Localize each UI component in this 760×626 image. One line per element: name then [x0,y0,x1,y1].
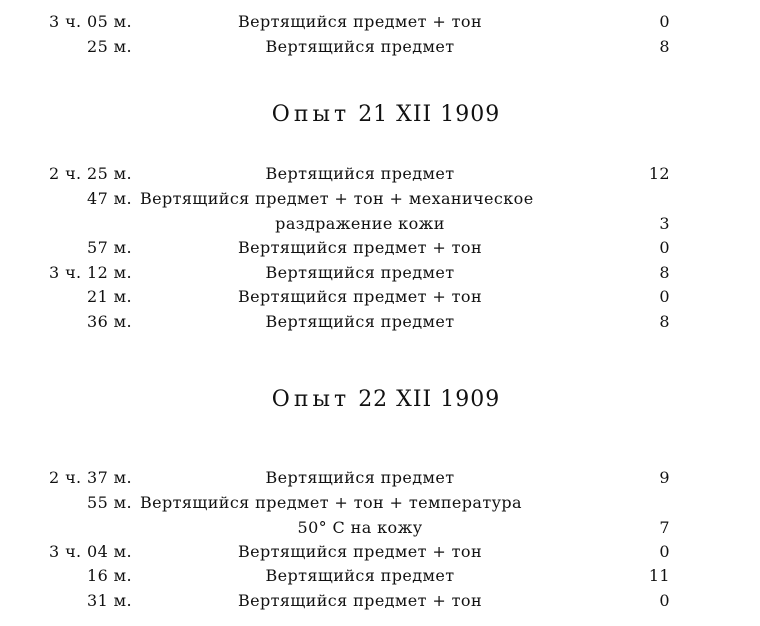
table-row [0,310,760,334]
row-time: 31 м. [87,591,132,610]
row-time: 2 ч. 37 м. [49,468,132,487]
heading-date: 21 XII 1909 [358,102,501,127]
row-time: 3 ч. 12 м. [49,263,132,282]
table-row [0,10,760,34]
row-time: 16 м. [87,566,132,585]
row-description: 50° С на кожу [297,518,423,537]
row-description: Вертящийся предмет + тон + температура [140,493,522,512]
row-value: 0 [659,591,670,610]
row-time: 47 м. [87,189,132,208]
table-row [0,35,760,59]
row-description: Вертящийся предмет + тон [237,238,483,257]
table-row [0,466,760,490]
row-value: 8 [659,263,670,282]
row-time: 3 ч. 04 м. [49,542,132,561]
row-value: 0 [659,238,670,257]
row-value: 3 [659,214,670,233]
table-row [0,589,760,613]
table-row [0,261,760,285]
table-row [0,212,760,236]
row-value: 0 [659,12,670,31]
row-value: 7 [659,518,670,537]
row-value: 8 [659,37,670,56]
row-description: раздражение кожи [275,214,445,233]
row-description: Вертящийся предмет + тон + механическое [140,189,534,208]
table-row [0,491,760,515]
table-row [0,285,760,309]
row-time: 55 м. [87,493,132,512]
table-row [0,516,760,540]
row-value: 8 [659,312,670,331]
row-description: Вертящийся предмет [265,566,455,585]
row-description: Вертящийся предмет [265,164,455,183]
experiment-heading [0,385,760,415]
table-row [0,187,760,211]
row-description: Вертящийся предмет + тон [237,542,483,561]
heading-word: Опыт [271,102,351,127]
row-description: Вертящийся предмет [265,468,455,487]
row-description: Вертящийся предмет + тон [237,12,483,31]
row-value: 12 [648,164,670,183]
row-description: Вертящийся предмет [265,312,455,331]
table-row [0,540,760,564]
experiment-heading [0,100,760,130]
row-time: 25 м. [87,37,132,56]
heading-date: 22 XII 1909 [358,387,501,412]
row-description: Вертящийся предмет + тон [237,591,483,610]
row-description: Вертящийся предмет + тон [237,287,483,306]
row-time: 36 м. [87,312,132,331]
heading-word: Опыт [271,387,351,412]
row-time: 2 ч. 25 м. [49,164,132,183]
row-time: 3 ч. 05 м. [49,12,132,31]
row-value: 9 [659,468,670,487]
table-row [0,162,760,186]
row-value: 0 [659,287,670,306]
table-row [0,564,760,588]
row-value: 11 [648,566,670,585]
row-description: Вертящийся предмет [265,37,455,56]
table-row [0,236,760,260]
row-time: 21 м. [87,287,132,306]
row-value: 0 [659,542,670,561]
row-description: Вертящийся предмет [265,263,455,282]
row-time: 57 м. [87,238,132,257]
